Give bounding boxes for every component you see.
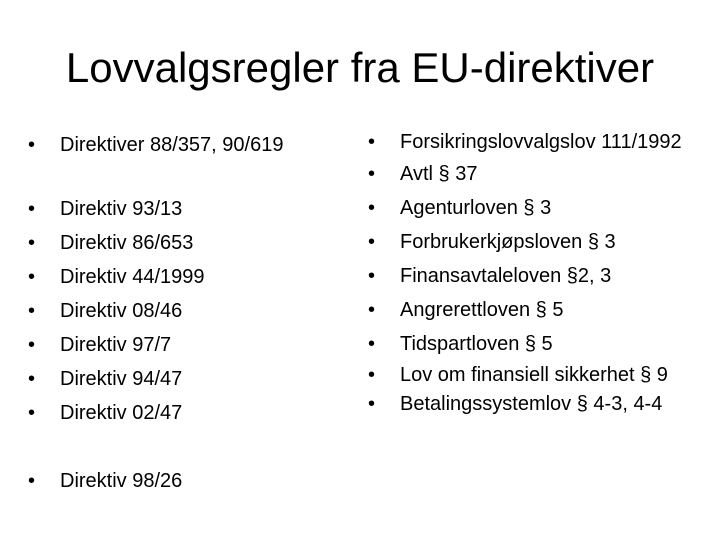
list-item: [368, 327, 708, 361]
list-item: [368, 361, 708, 390]
bullet-icon: •: [28, 198, 36, 220]
list-item-text: Direktiv 94/47: [60, 368, 183, 390]
bullet-icon: •: [28, 470, 36, 492]
bullet-icon: •: [28, 232, 36, 254]
list-item-text: Direktiv 44/1999: [60, 266, 205, 288]
list-item-text: Forbrukerkjøpsloven § 3: [400, 231, 616, 253]
spacer: [28, 162, 358, 192]
right-column: [368, 128, 708, 419]
list-item: [368, 157, 708, 191]
list-item: [28, 294, 358, 328]
bullet-icon: •: [368, 333, 376, 355]
list-item-text: Direktiv 02/47: [60, 402, 183, 424]
bullet-icon: •: [28, 402, 36, 424]
list-item-text: Avtl § 37: [400, 163, 478, 185]
list-item-text: Forsikringslovvalgslov 111/1992: [400, 131, 682, 153]
slide-title: Lovvalgsregler fra EU-direktiver: [65, 44, 655, 91]
list-item-text: Tidspartloven § 5: [400, 333, 553, 355]
list-item: [368, 191, 708, 225]
bullet-icon: •: [368, 299, 376, 321]
bullet-icon: •: [368, 163, 376, 185]
list-item: [368, 390, 708, 419]
spacer: [28, 430, 358, 464]
bullet-icon: •: [368, 265, 376, 287]
bullet-icon: •: [368, 131, 376, 153]
list-item: [28, 128, 358, 162]
list-item-text: Betalingssystemlov § 4-3, 4-4: [400, 393, 663, 415]
list-item-text: Agenturloven § 3: [400, 197, 552, 219]
list-item-text: Direktiv 93/13: [60, 198, 183, 220]
bullet-icon: •: [28, 300, 36, 322]
list-item: [28, 328, 358, 362]
left-top-list: [28, 128, 358, 162]
left-bottom-list: [28, 464, 358, 498]
list-item-text: Direktiv 98/26: [60, 470, 183, 492]
bullet-icon: •: [28, 334, 36, 356]
list-item: [28, 226, 358, 260]
list-item-text: Direktiver 88/357, 90/619: [60, 134, 284, 156]
list-item: [368, 225, 708, 259]
list-item: [28, 464, 358, 498]
bullet-icon: •: [368, 364, 376, 386]
list-item: [28, 260, 358, 294]
bullet-icon: •: [28, 134, 36, 156]
left-middle-list: [28, 192, 358, 430]
list-item: [28, 362, 358, 396]
bullet-icon: •: [28, 368, 36, 390]
list-item-text: Direktiv 08/46: [60, 300, 183, 322]
list-item-text: Finansavtaleloven §2, 3: [400, 265, 612, 287]
list-item: [368, 293, 708, 327]
list-item-text: Lov om finansiell sikkerhet § 9: [400, 364, 668, 386]
list-item-text: Direktiv 97/7: [60, 334, 172, 356]
bullet-icon: •: [368, 197, 376, 219]
bullet-icon: •: [368, 231, 376, 253]
list-item: [28, 396, 358, 430]
bullet-icon: •: [28, 266, 36, 288]
bullet-icon: •: [368, 393, 376, 415]
right-list: [368, 128, 708, 419]
list-item: [368, 259, 708, 293]
list-item: [368, 128, 708, 157]
list-item-text: Direktiv 86/653: [60, 232, 194, 254]
list-item: [28, 192, 358, 226]
list-item-text: Angrerettloven § 5: [400, 299, 564, 321]
left-column: [28, 128, 358, 498]
